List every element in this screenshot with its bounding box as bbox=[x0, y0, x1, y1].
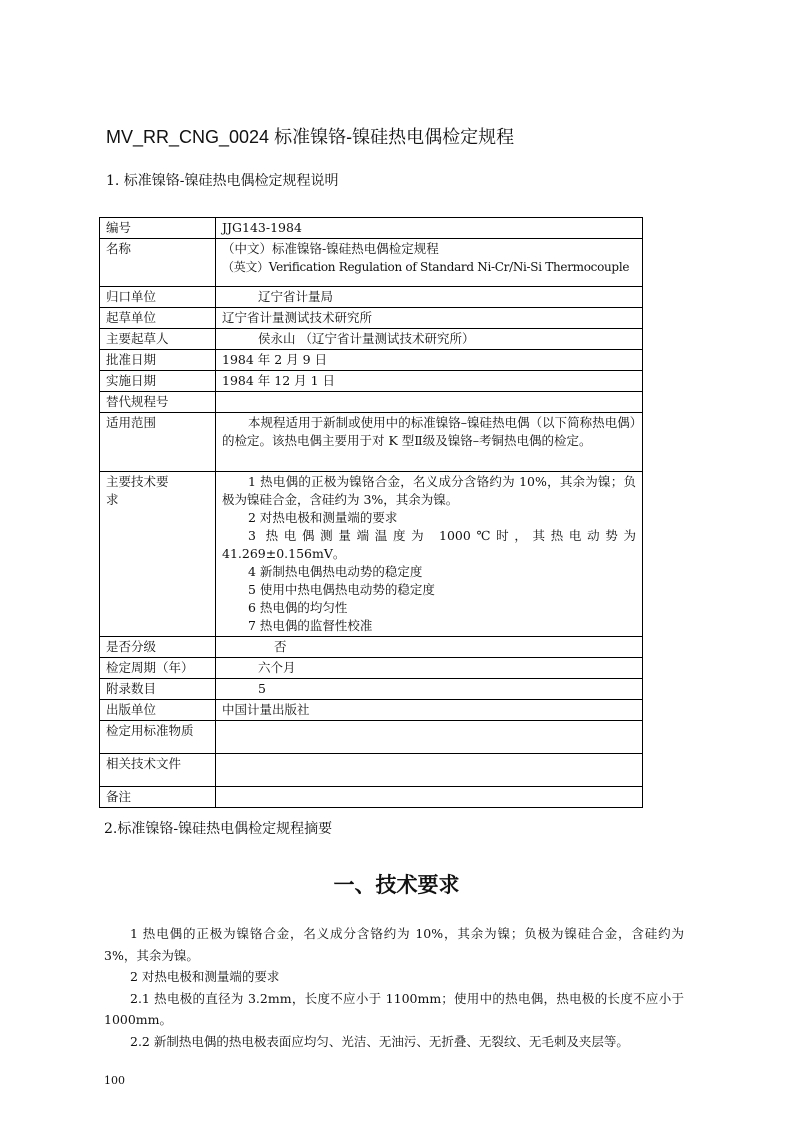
table-row bbox=[100, 679, 643, 700]
row-label: 是否分级 bbox=[100, 637, 216, 658]
value-line: 2 对热电极和测量端的要求 bbox=[248, 510, 398, 525]
row-label: 批准日期 bbox=[100, 350, 216, 371]
value-line: （英文）Verification Regulation of Standard Ni-Cr/Ni-Si Thermocouple bbox=[222, 260, 630, 274]
row-value bbox=[216, 413, 643, 472]
table-row bbox=[100, 371, 643, 392]
paragraph: 2.1 热电极的直径为 3.2mm，长度不应小于 1100mm；使用中的热电偶，热电极的长度不应小于 1000mm。 bbox=[104, 990, 684, 1027]
row-value bbox=[216, 218, 643, 239]
value-line: 7 热电偶的监督性校准 bbox=[248, 618, 373, 633]
value-line: 中国计量出版社 bbox=[222, 702, 310, 717]
row-label: 起草单位 bbox=[100, 308, 216, 329]
document-title: MV_RR_CNG_0024 标准镍铬-镍硅热电偶检定规程 bbox=[106, 127, 515, 147]
regulation-info-table bbox=[99, 217, 643, 808]
row-label: 检定用标准物质 bbox=[100, 721, 216, 754]
value-line: 5 bbox=[258, 681, 266, 696]
table-row bbox=[100, 329, 643, 350]
row-label: 替代规程号 bbox=[100, 392, 216, 413]
section-2-heading: 2.标准镍铬-镍硅热电偶检定规程摘要 bbox=[104, 821, 333, 837]
table-row bbox=[100, 308, 643, 329]
row-label: 主要起草人 bbox=[100, 329, 216, 350]
table-row bbox=[100, 658, 643, 679]
table-row bbox=[100, 721, 643, 754]
value-line: 本规程适用于新制或使用中的标准镍铬–镍硅热电偶（以下简称热电偶）的检定。该热电偶主要用于对 K 型Ⅱ级及镍铬–考铜热电偶的检定。 bbox=[222, 415, 636, 448]
value-line: 6 热电偶的均匀性 bbox=[248, 600, 348, 615]
table-row bbox=[100, 287, 643, 308]
table-row bbox=[100, 218, 643, 239]
paragraph: 2 对热电极和测量端的要求 bbox=[130, 969, 280, 984]
value-line: 辽宁省计量测试技术研究所 bbox=[222, 310, 373, 325]
value-line: 1 热电偶的正极为镍铬合金，名义成分含铬约为 10%，其余为镍；负极为镍硅合金，含硅约为 3%，其余为镍。 bbox=[222, 474, 636, 507]
table-row bbox=[100, 754, 643, 787]
value-line: （中文）标准镍铬-镍硅热电偶检定规程 bbox=[222, 241, 439, 256]
value-line: 4 新制热电偶热电动势的稳定度 bbox=[248, 564, 423, 579]
row-label: 编号 bbox=[100, 218, 216, 239]
value-line: 1984 年 12 月 1 日 bbox=[222, 373, 336, 388]
row-label: 检定周期（年） bbox=[100, 658, 216, 679]
row-value bbox=[216, 392, 643, 413]
table-row bbox=[100, 787, 643, 808]
row-value bbox=[216, 721, 643, 754]
row-value bbox=[216, 239, 643, 287]
row-value bbox=[216, 637, 643, 658]
value-line: 1984 年 2 月 9 日 bbox=[222, 352, 328, 367]
row-label: 备注 bbox=[100, 787, 216, 808]
row-label: 附录数目 bbox=[100, 679, 216, 700]
row-value bbox=[216, 371, 643, 392]
row-value bbox=[216, 754, 643, 787]
row-value bbox=[216, 350, 643, 371]
value-line: 辽宁省计量局 bbox=[258, 289, 334, 304]
chapter-heading: 一、技术要求 bbox=[333, 873, 460, 897]
row-value bbox=[216, 329, 643, 350]
row-value bbox=[216, 308, 643, 329]
table-row bbox=[100, 350, 643, 371]
body-text bbox=[104, 923, 684, 1052]
value-line: 六个月 bbox=[258, 660, 296, 675]
row-label: 出版单位 bbox=[100, 700, 216, 721]
row-label: 归口单位 bbox=[100, 287, 216, 308]
row-label: 实施日期 bbox=[100, 371, 216, 392]
table-row bbox=[100, 700, 643, 721]
row-value bbox=[216, 658, 643, 679]
paragraph: 1 热电偶的正极为镍铬合金，名义成分含铬约为 10%，其余为镍；负极为镍硅合金，含硅约为 3%，其余为镍。 bbox=[104, 926, 684, 963]
value-line: 否 bbox=[274, 639, 287, 654]
table-row bbox=[100, 637, 643, 658]
table-row bbox=[100, 472, 643, 637]
value-line: 5 使用中热电偶热电动势的稳定度 bbox=[248, 582, 435, 597]
page-number: 100 bbox=[104, 1074, 125, 1087]
value-line: 侯永山 （辽宁省计量测试技术研究所） bbox=[258, 331, 475, 346]
section-1-heading: 1. 标准镍铬-镍硅热电偶检定规程说明 bbox=[106, 173, 339, 189]
value-line: 3 热电偶测量端温度为 1000℃时，其热电动势为 41.269±0.156mV。 bbox=[222, 528, 636, 561]
row-value bbox=[216, 700, 643, 721]
value-line: JJG143-1984 bbox=[222, 220, 302, 235]
row-value bbox=[216, 787, 643, 808]
row-label: 名称 bbox=[100, 239, 216, 287]
row-label: 相关技术文件 bbox=[100, 754, 216, 787]
table-row bbox=[100, 413, 643, 472]
row-label: 适用范围 bbox=[100, 413, 216, 472]
row-value bbox=[216, 472, 643, 637]
paragraph: 2.2 新制热电偶的热电极表面应均匀、光洁、无油污、无折叠、无裂纹、无毛刺及夹层等。 bbox=[130, 1033, 629, 1049]
row-label: 主要技术要求 bbox=[100, 472, 216, 637]
row-value bbox=[216, 287, 643, 308]
table-row bbox=[100, 392, 643, 413]
table-row bbox=[100, 239, 643, 287]
row-value bbox=[216, 679, 643, 700]
